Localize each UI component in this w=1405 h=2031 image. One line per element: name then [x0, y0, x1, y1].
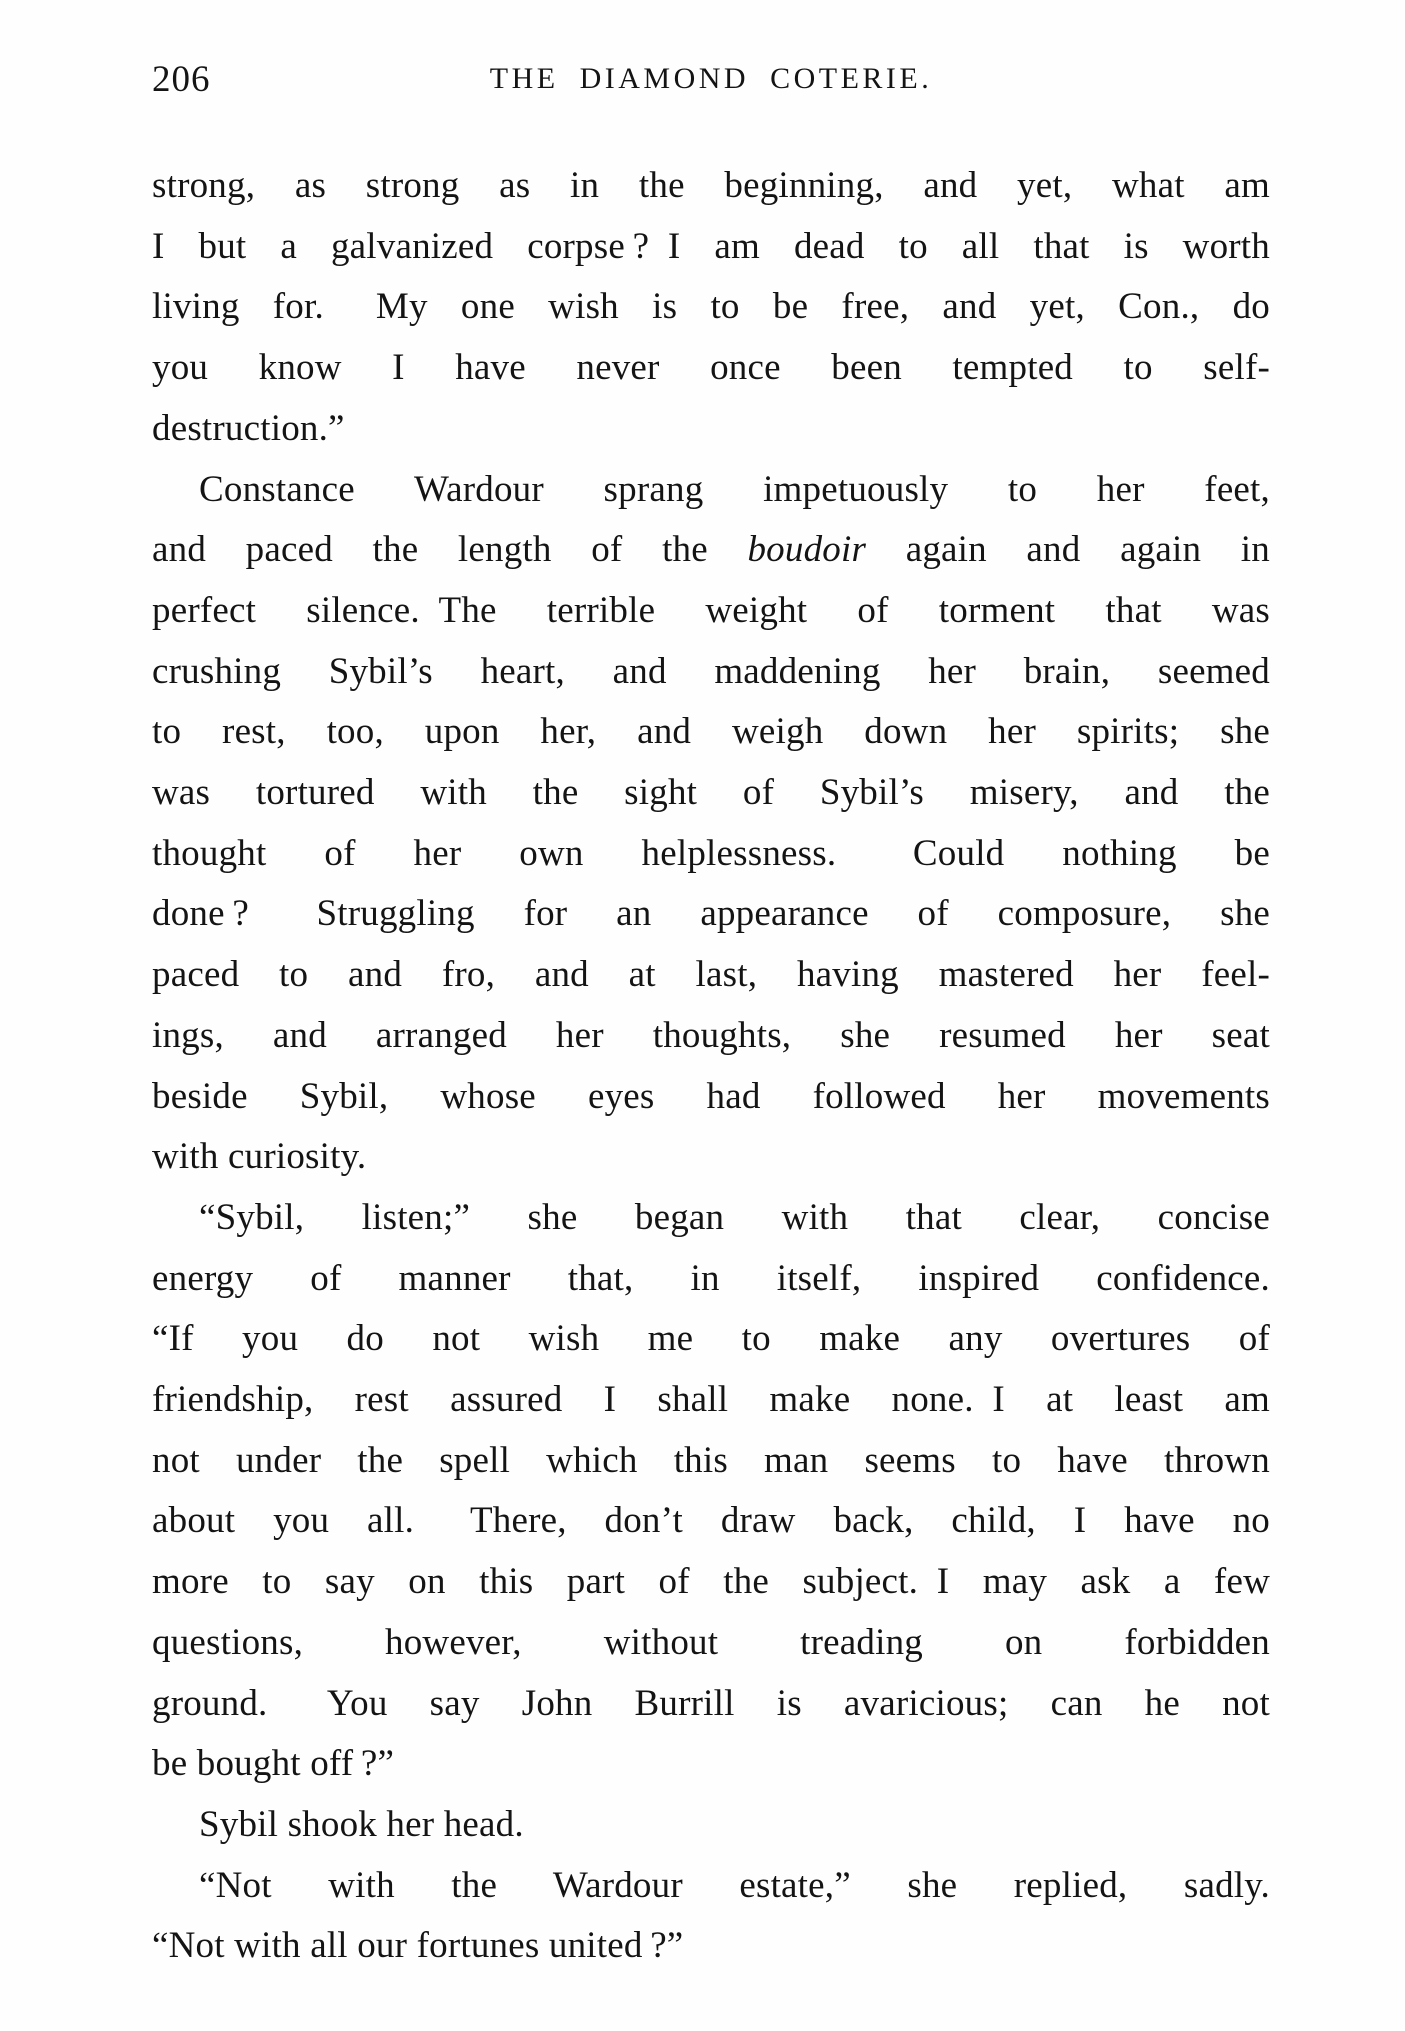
- text-line: [152, 399, 1270, 460]
- text-line: [152, 520, 1270, 581]
- text-line: [152, 1491, 1270, 1552]
- text-segment: again and again in: [866, 529, 1270, 571]
- text-segment: be bought off ?”: [152, 1743, 395, 1785]
- text-segment: “If you do not wish me to make any overtures of: [152, 1318, 1270, 1360]
- text-segment: paced to and fro, and at last, having mastered her feel-: [152, 954, 1270, 996]
- text-line: [152, 581, 1270, 642]
- text-line: [152, 460, 1270, 521]
- text-line: [152, 217, 1270, 278]
- text-line: [152, 1067, 1270, 1128]
- text-block: [152, 156, 1270, 1977]
- page-number: 206: [152, 59, 211, 100]
- text-line: [152, 824, 1270, 885]
- text-segment: I but a galvanized corpse ? I am dead to all that is worth: [152, 225, 1270, 267]
- text-segment: to rest, too, upon her, and weigh down her spirits; she: [152, 711, 1270, 753]
- text-segment: was tortured with the sight of Sybil’s misery, and the: [152, 772, 1270, 814]
- text-line: [152, 1552, 1270, 1613]
- text-line: [152, 702, 1270, 763]
- text-segment: “Not with all our fortunes united ?”: [152, 1925, 684, 1967]
- text-segment: you know I have never once been tempted to self-: [152, 347, 1270, 389]
- text-line: [152, 1431, 1270, 1492]
- text-line: [152, 1006, 1270, 1067]
- text-segment: “Sybil, listen;” she began with that clear, concise: [199, 1196, 1270, 1238]
- italic-text: boudoir: [747, 529, 867, 571]
- text-segment: not under the spell which this man seems to have thrown: [152, 1439, 1270, 1481]
- text-segment: destruction.”: [152, 407, 345, 449]
- text-segment: with curiosity.: [152, 1136, 367, 1178]
- text-segment: energy of manner that, in itself, inspired confidence.: [152, 1257, 1270, 1299]
- text-segment: strong, as strong as in the beginning, and yet, what am: [152, 165, 1270, 206]
- text-segment: done ? Struggling for an appearance of composure, she: [152, 893, 1270, 935]
- text-line: [152, 1674, 1270, 1735]
- text-line: [152, 338, 1270, 399]
- text-line: [152, 1309, 1270, 1370]
- text-segment: perfect silence. The terrible weight of torment that was: [152, 589, 1270, 631]
- text-segment: questions, however, without treading on forbidden: [152, 1621, 1270, 1663]
- text-line: [152, 884, 1270, 945]
- text-line: [152, 763, 1270, 824]
- text-segment: thought of her own helplessness. Could nothing be: [152, 832, 1270, 874]
- text-segment: living for. My one wish is to be free, and yet, Con., do: [152, 286, 1270, 328]
- text-segment: friendship, rest assured I shall make none. I at least am: [152, 1379, 1270, 1421]
- text-segment: Sybil shook her head.: [199, 1803, 524, 1845]
- text-line: [152, 1734, 1270, 1795]
- text-line: [152, 1856, 1270, 1917]
- text-line: [152, 642, 1270, 703]
- text-line: [152, 1188, 1270, 1249]
- text-line: [152, 156, 1270, 217]
- text-segment: ings, and arranged her thoughts, she resumed her seat: [152, 1014, 1270, 1056]
- text-segment: and paced the length of the: [152, 529, 748, 571]
- text-segment: ground. You say John Burrill is avaricious; can he not: [152, 1682, 1270, 1724]
- text-segment: crushing Sybil’s heart, and maddening her brain, seemed: [152, 650, 1270, 692]
- text-line: [152, 945, 1270, 1006]
- text-segment: “Not with the Wardour estate,” she replied, sadly.: [199, 1864, 1270, 1906]
- text-segment: Constance Wardour sprang impetuously to her feet,: [199, 468, 1270, 510]
- text-line: [152, 1249, 1270, 1310]
- text-line: [152, 277, 1270, 338]
- text-segment: beside Sybil, whose eyes had followed her movements: [152, 1075, 1270, 1117]
- text-segment: more to say on this part of the subject. I may ask a few: [152, 1561, 1270, 1603]
- text-line: [152, 1613, 1270, 1674]
- running-title: THE DIAMOND COTERIE.: [489, 62, 933, 95]
- page-header: [152, 56, 1270, 100]
- text-line: [152, 1370, 1270, 1431]
- text-line: [152, 1795, 1270, 1856]
- text-line: [152, 1127, 1270, 1188]
- text-segment: about you all. There, don’t draw back, child, I have no: [152, 1500, 1270, 1542]
- text-line: [152, 1916, 1270, 1977]
